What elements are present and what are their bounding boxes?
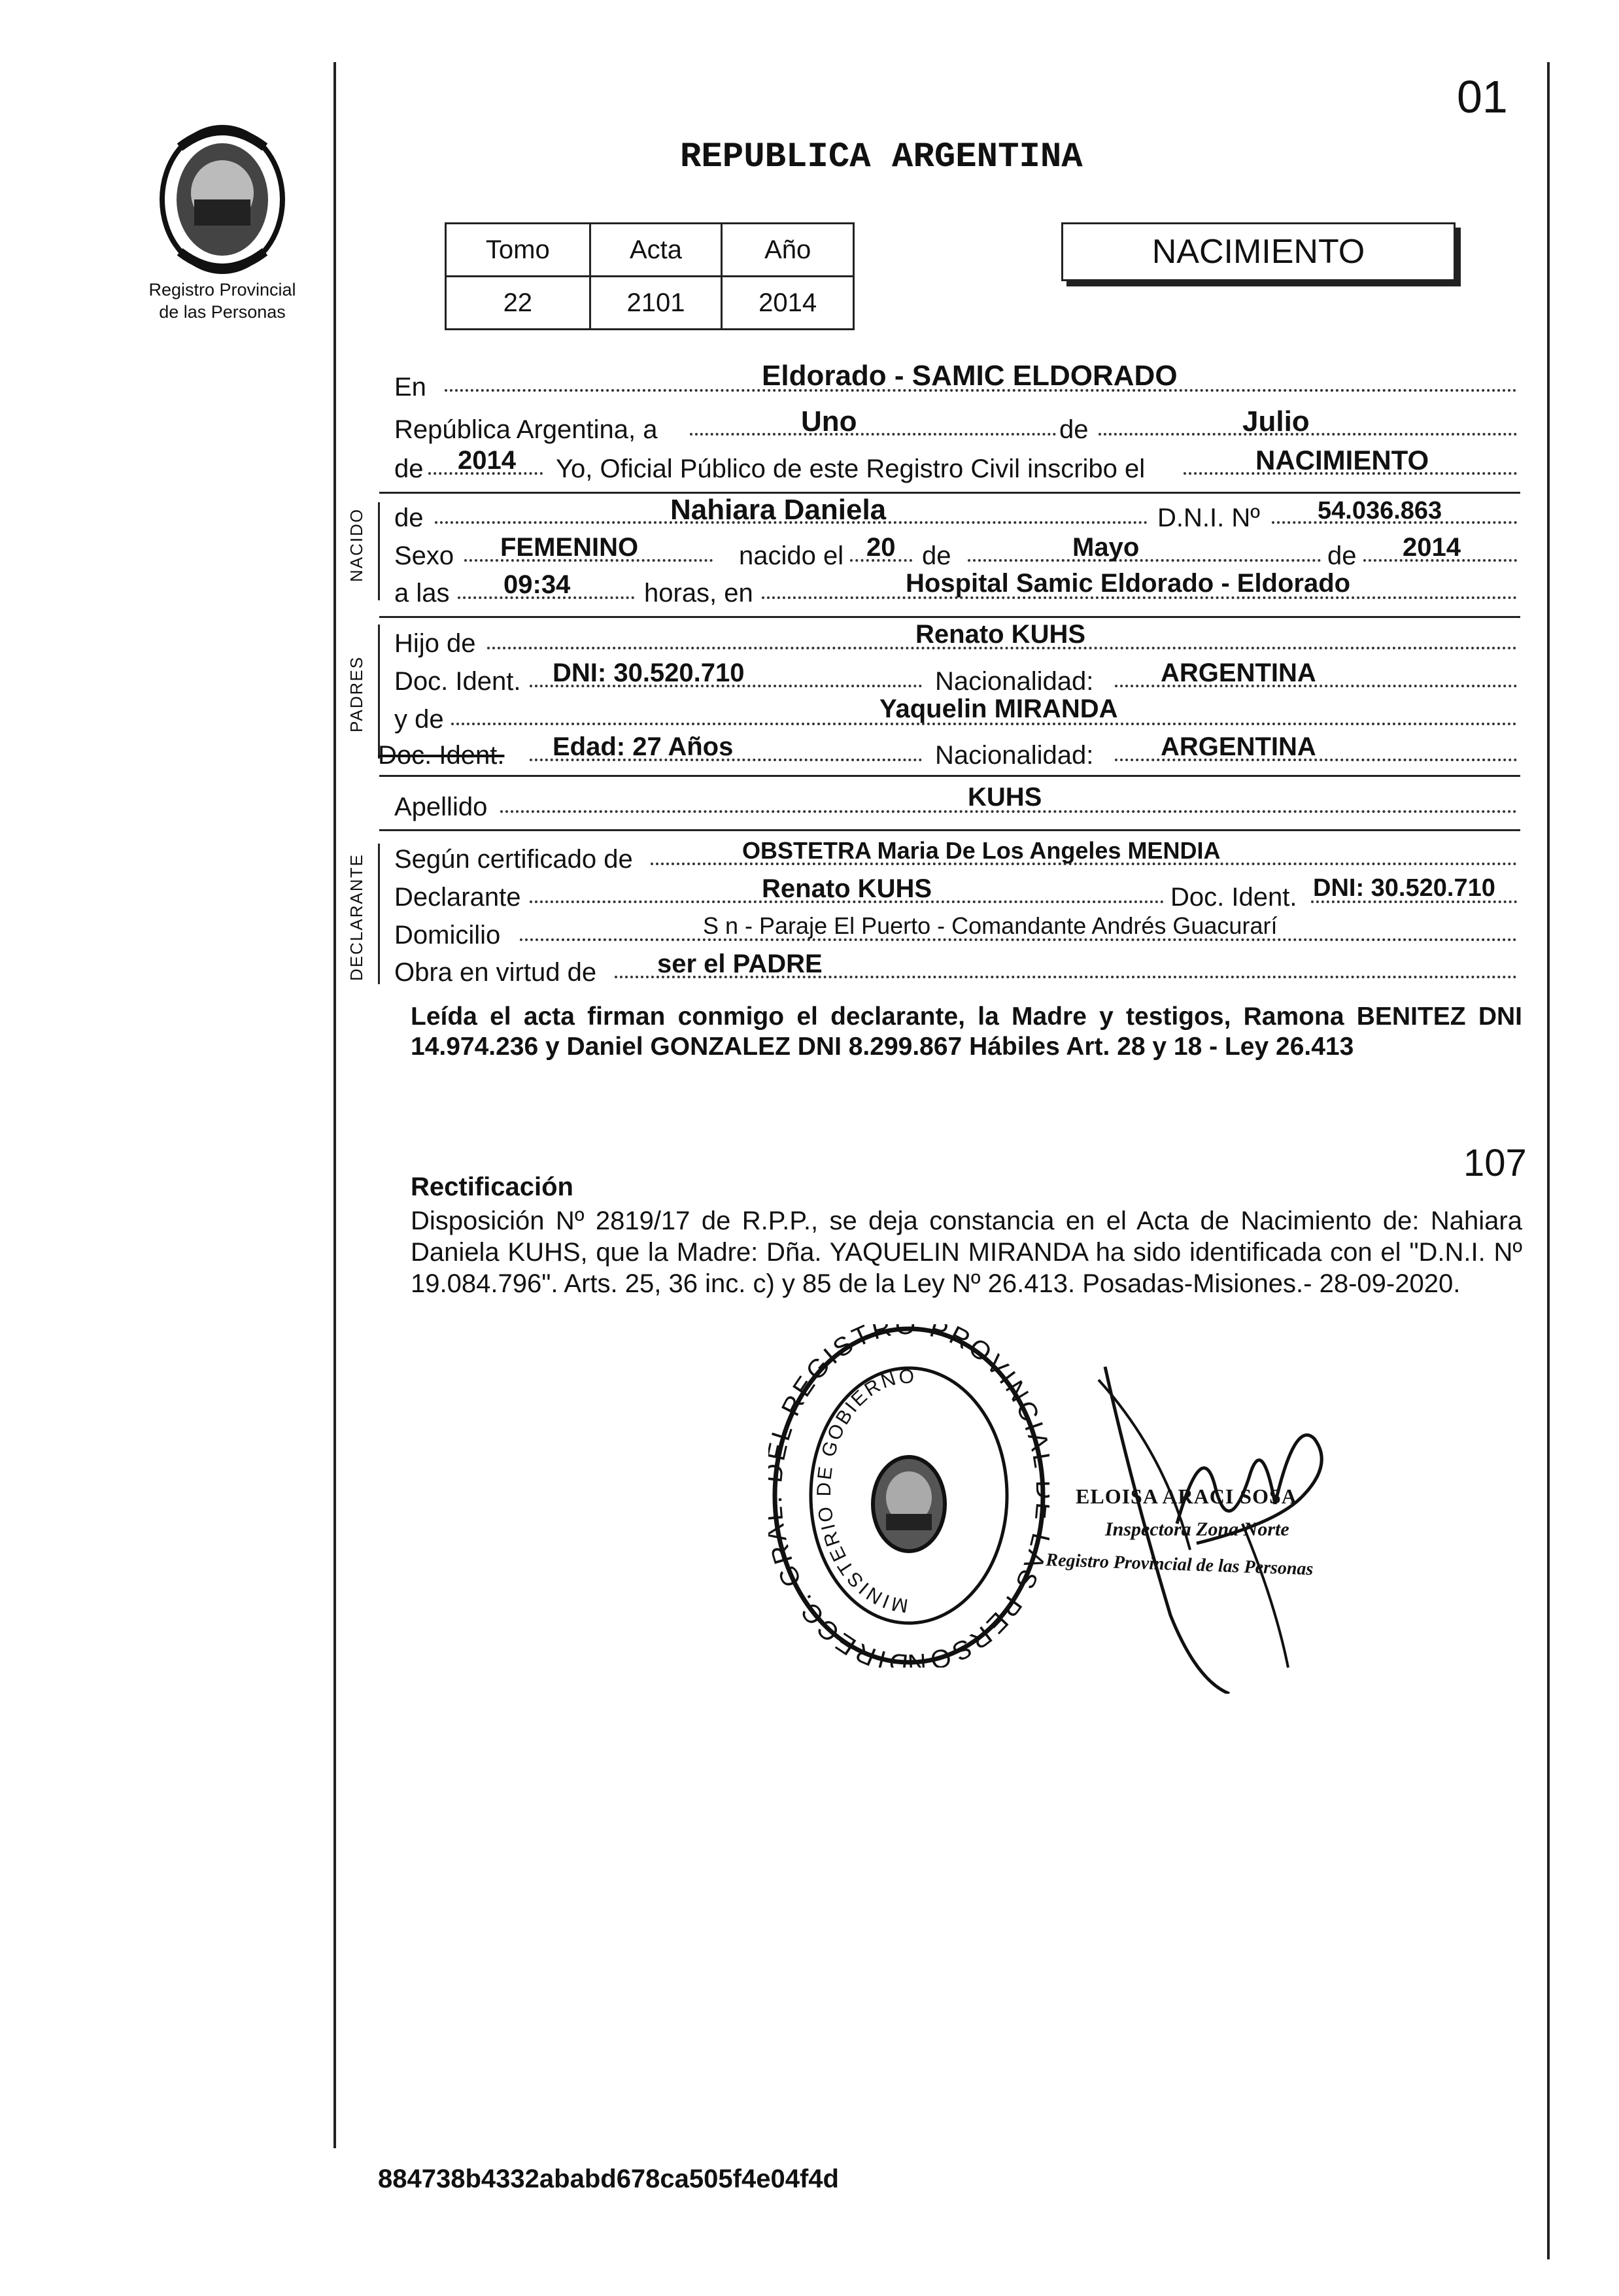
signer-org: Registro Provincial de las Personas bbox=[1045, 1550, 1314, 1580]
value-anio-nac: 2014 bbox=[1403, 533, 1461, 562]
official-stamp bbox=[768, 1324, 1049, 1668]
acta-value: 2101 bbox=[590, 277, 722, 330]
rule-2 bbox=[379, 616, 1520, 618]
value-tipo: NACIMIENTO bbox=[1255, 445, 1429, 475]
rule-1 bbox=[379, 492, 1520, 494]
label-nacido-el: nacido el bbox=[739, 541, 844, 570]
value-apellido: KUHS bbox=[968, 783, 1042, 812]
value-nombre: Nahiara Daniela bbox=[670, 494, 887, 526]
rectificacion-text: Disposición Nº 2819/17 de R.P.P., se deja constancia en el Acta de Nacimiento de: Nahiara Daniela KUHS, que la Madre: Dña. YAQUELIN MIRANDA ha sido identificada con el "D.N.I. Nº 19.084.796". Arts. 25, 36 inc. c) y 85 de la Ley Nº 26.413. Posadas-Misiones.- 28-09-2020. bbox=[411, 1207, 1522, 1298]
document-title: REPUBLICA ARGENTINA bbox=[680, 137, 1083, 177]
label-yo-oficial: Yo, Oficial Público de este Registro Civil inscribo el bbox=[556, 454, 1146, 483]
value-nac-padre: ARGENTINA bbox=[1161, 659, 1316, 687]
label-en: En bbox=[394, 373, 426, 402]
value-hora: 09:34 bbox=[503, 570, 571, 599]
anio-header: Año bbox=[722, 224, 854, 277]
number-107: 107 bbox=[1463, 1142, 1527, 1184]
value-lugar-nac: Hospital Samic Eldorado - Eldorado bbox=[906, 569, 1351, 598]
label-hijo-de: Hijo de bbox=[394, 629, 476, 658]
document-hash: 884738b4332ababd678ca505f4e04f4d bbox=[378, 2165, 839, 2193]
value-dni: 54.036.863 bbox=[1318, 497, 1442, 524]
declarante-bracket bbox=[378, 844, 380, 984]
value-lugar: Eldorado - SAMIC ELDORADO bbox=[762, 360, 1178, 392]
signer-name: ELOISA ARACI SOSA bbox=[1076, 1484, 1297, 1508]
label-nacionalidad: Nacionalidad: bbox=[935, 667, 1094, 696]
section-padres: PADRES bbox=[347, 656, 366, 732]
value-dia-nac: 20 bbox=[866, 533, 896, 562]
section-nacido: NACIDO bbox=[347, 507, 366, 582]
label-de2: de bbox=[394, 454, 424, 483]
padres-bracket bbox=[378, 625, 380, 759]
left-margin-line bbox=[333, 62, 336, 2148]
stamp-outer-text: DIRECC. G L REGISTRO PROVINCI AS PERSON bbox=[768, 1324, 1049, 1668]
value-anio: 2014 bbox=[458, 446, 516, 475]
rule-3 bbox=[379, 775, 1520, 777]
registry-value-row bbox=[446, 277, 854, 330]
value-mes-nac: Mayo bbox=[1072, 533, 1140, 562]
value-domicilio: S n - Paraje El Puerto - Comandante Andrés Guacurarí bbox=[703, 912, 1278, 939]
registry-label-2: de las Personas bbox=[159, 302, 286, 322]
stamp-inner-text: MINISTERIO DE GOBIERNO bbox=[813, 1365, 917, 1617]
value-padre: Renato KUHS bbox=[915, 620, 1086, 649]
value-certificado: OBSTETRA Maria De Los Angeles MENDIA bbox=[742, 837, 1221, 864]
value-sexo: FEMENINO bbox=[500, 533, 639, 562]
province-seal bbox=[154, 121, 291, 278]
label-segun-cert: Según certificado de bbox=[394, 845, 633, 874]
label-de: de bbox=[1059, 415, 1089, 444]
rule-4 bbox=[379, 829, 1520, 831]
label-de-mes: de bbox=[922, 541, 951, 570]
label-a-las: a las bbox=[394, 579, 450, 608]
label-republica: República Argentina, a bbox=[394, 415, 658, 444]
label-horas-en: horas, en bbox=[644, 579, 753, 608]
acta-header: Acta bbox=[590, 224, 722, 277]
registry-label-1: Registro Provincial bbox=[148, 280, 296, 300]
label-doc-ident-3: Doc. Ident. bbox=[1170, 883, 1297, 912]
value-edad-madre: Edad: 27 Años bbox=[553, 732, 734, 761]
value-madre: Yaquelin MIRANDA bbox=[879, 694, 1118, 723]
value-nac-madre: ARGENTINA bbox=[1161, 732, 1316, 761]
signature-statement: Leída el acta firman conmigo el declarante, la Madre y testigos, Ramona BENITEZ DNI 14.974.236 y Daniel GONZALEZ DNI 8.299.867 Hábiles Art. 28 y 18 - Ley 26.413 bbox=[411, 1002, 1522, 1061]
dots-mes-nac bbox=[968, 559, 1321, 562]
label-sexo: Sexo bbox=[394, 541, 454, 570]
anio-value: 2014 bbox=[722, 277, 854, 330]
label-dni: D.N.I. Nº bbox=[1157, 504, 1260, 532]
label-doc-ident: Doc. Ident. bbox=[394, 667, 521, 696]
value-dni-declarante: DNI: 30.520.710 bbox=[1313, 874, 1495, 902]
label-de-name: de bbox=[394, 504, 424, 532]
signer-title: Inspectora Zona Norte bbox=[1105, 1518, 1289, 1540]
dots-dia bbox=[690, 433, 1056, 436]
section-declarante: DECLARANTE bbox=[347, 853, 366, 981]
tomo-value: 22 bbox=[446, 277, 590, 330]
province-seal-icon bbox=[154, 121, 291, 278]
value-dni-padre: DNI: 30.520.710 bbox=[553, 659, 745, 687]
registry-header-row bbox=[446, 224, 854, 277]
value-obra: ser el PADRE bbox=[657, 950, 823, 978]
value-mes: Julio bbox=[1242, 405, 1310, 437]
right-margin-line bbox=[1547, 62, 1550, 2259]
page-number: 01 bbox=[1457, 71, 1508, 122]
registry-table bbox=[445, 222, 855, 330]
value-dia: Uno bbox=[801, 405, 857, 437]
nacido-bracket bbox=[378, 502, 380, 600]
label-de-anio: de bbox=[1327, 541, 1357, 570]
label-doc-ident-struck: Doc. Ident. bbox=[378, 741, 505, 770]
value-declarante: Renato KUHS bbox=[762, 874, 932, 903]
official-stamp-icon bbox=[768, 1324, 1049, 1668]
doc-type-box: NACIMIENTO bbox=[1061, 222, 1456, 281]
label-domicilio: Domicilio bbox=[394, 921, 501, 950]
label-obra: Obra en virtud de bbox=[394, 958, 597, 987]
tomo-header: Tomo bbox=[446, 224, 590, 277]
rectificacion-title: Rectificación bbox=[411, 1173, 573, 1201]
label-y-de: y de bbox=[394, 705, 444, 734]
label-declarante: Declarante bbox=[394, 883, 521, 912]
label-apellido: Apellido bbox=[394, 793, 488, 821]
label-nacionalidad-2: Nacionalidad: bbox=[935, 741, 1094, 770]
